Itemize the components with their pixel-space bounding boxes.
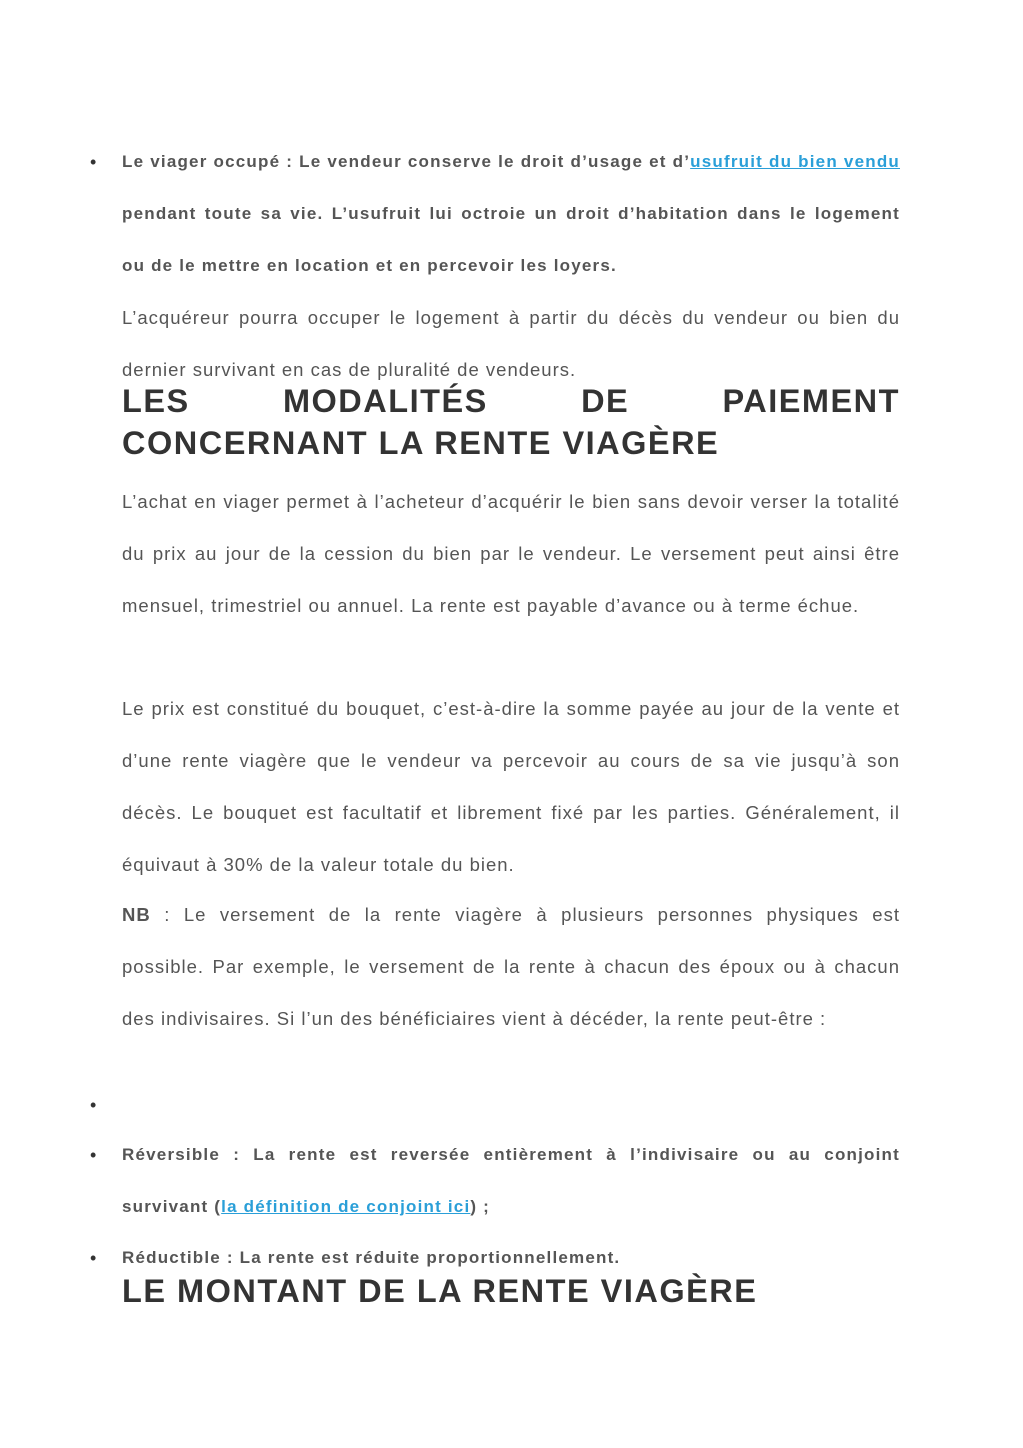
item-text: Réversible : La rente est reversée entièrement à l’indivisaire ou au conjoint survivant ( — [122, 1145, 900, 1216]
conjoint-definition-link[interactable]: la définition de conjoint ici — [221, 1197, 471, 1216]
section-heading-modalites — [122, 380, 900, 464]
paragraph-prix-bouquet: Le prix est constitué du bouquet, c’est-à-dire la somme payée au jour de la vente et d’une rente viagère que le vendeur va percevoir au cours de sa vie jusqu’à son décès. Le bouquet est facultatif et librement fixé par les parties. Généralement, il équivaut à 30% de la valeur totale du bien. — [122, 698, 900, 875]
nb-label: NB — [122, 904, 151, 925]
list-item-viager-occupe — [122, 136, 900, 292]
heading-word: PAIEMENT — [722, 383, 900, 419]
item-title: Le viager occupé — [122, 152, 281, 171]
paragraph-nb — [122, 889, 900, 1045]
list-bullet: • — [90, 1248, 97, 1268]
heading-word: MODALITÉS — [282, 383, 488, 419]
list-item-reductible: Réductible : La rente est réduite proportionnellement. — [122, 1248, 621, 1267]
list-item-reversible — [122, 1129, 900, 1233]
paragraph-achat-viager: L’achat en viager permet à l’acheteur d’acquérir le bien sans devoir verser la totalité du prix au jour de la cession du bien par le vendeur. Le versement peut ainsi être mensuel, trimestriel ou annuel. La rente est payable d’avance ou à terme échue. — [122, 491, 900, 616]
list-bullet: • — [90, 1145, 97, 1165]
heading-word: DE — [581, 383, 630, 419]
section-heading-montant: LE MONTANT DE LA RENTE VIAGÈRE — [122, 1273, 758, 1309]
item-text-a: : Le vendeur conserve le droit d’usage et d’ — [280, 152, 691, 171]
list-bullet: • — [90, 152, 97, 172]
paragraph-acquereur: L’acquéreur pourra occuper le logement à partir du décès du vendeur ou bien du dernier survivant en cas de pluralité de vendeurs. — [122, 307, 900, 380]
usufruit-link[interactable]: usufruit du bien vendu — [690, 152, 900, 171]
nb-text: : Le versement de la rente viagère à plusieurs personnes physiques est possible. Par exemple, le versement de la rente à chacun des époux ou à chacun des indivisaires. Si l’un des bénéficiaires vient à décéder, la rente peut-être : — [122, 904, 900, 1029]
item-text-b: pendant toute sa vie. L’usufruit lui octroie un droit d’habitation dans le logement ou de le mettre en location et en percevoir les loyers. — [122, 204, 900, 275]
item-end: ) ; — [470, 1197, 491, 1216]
list-bullet: • — [90, 1095, 97, 1115]
heading-line2: CONCERNANT LA RENTE VIAGÈRE — [122, 425, 720, 461]
heading-word: LES — [122, 383, 190, 419]
